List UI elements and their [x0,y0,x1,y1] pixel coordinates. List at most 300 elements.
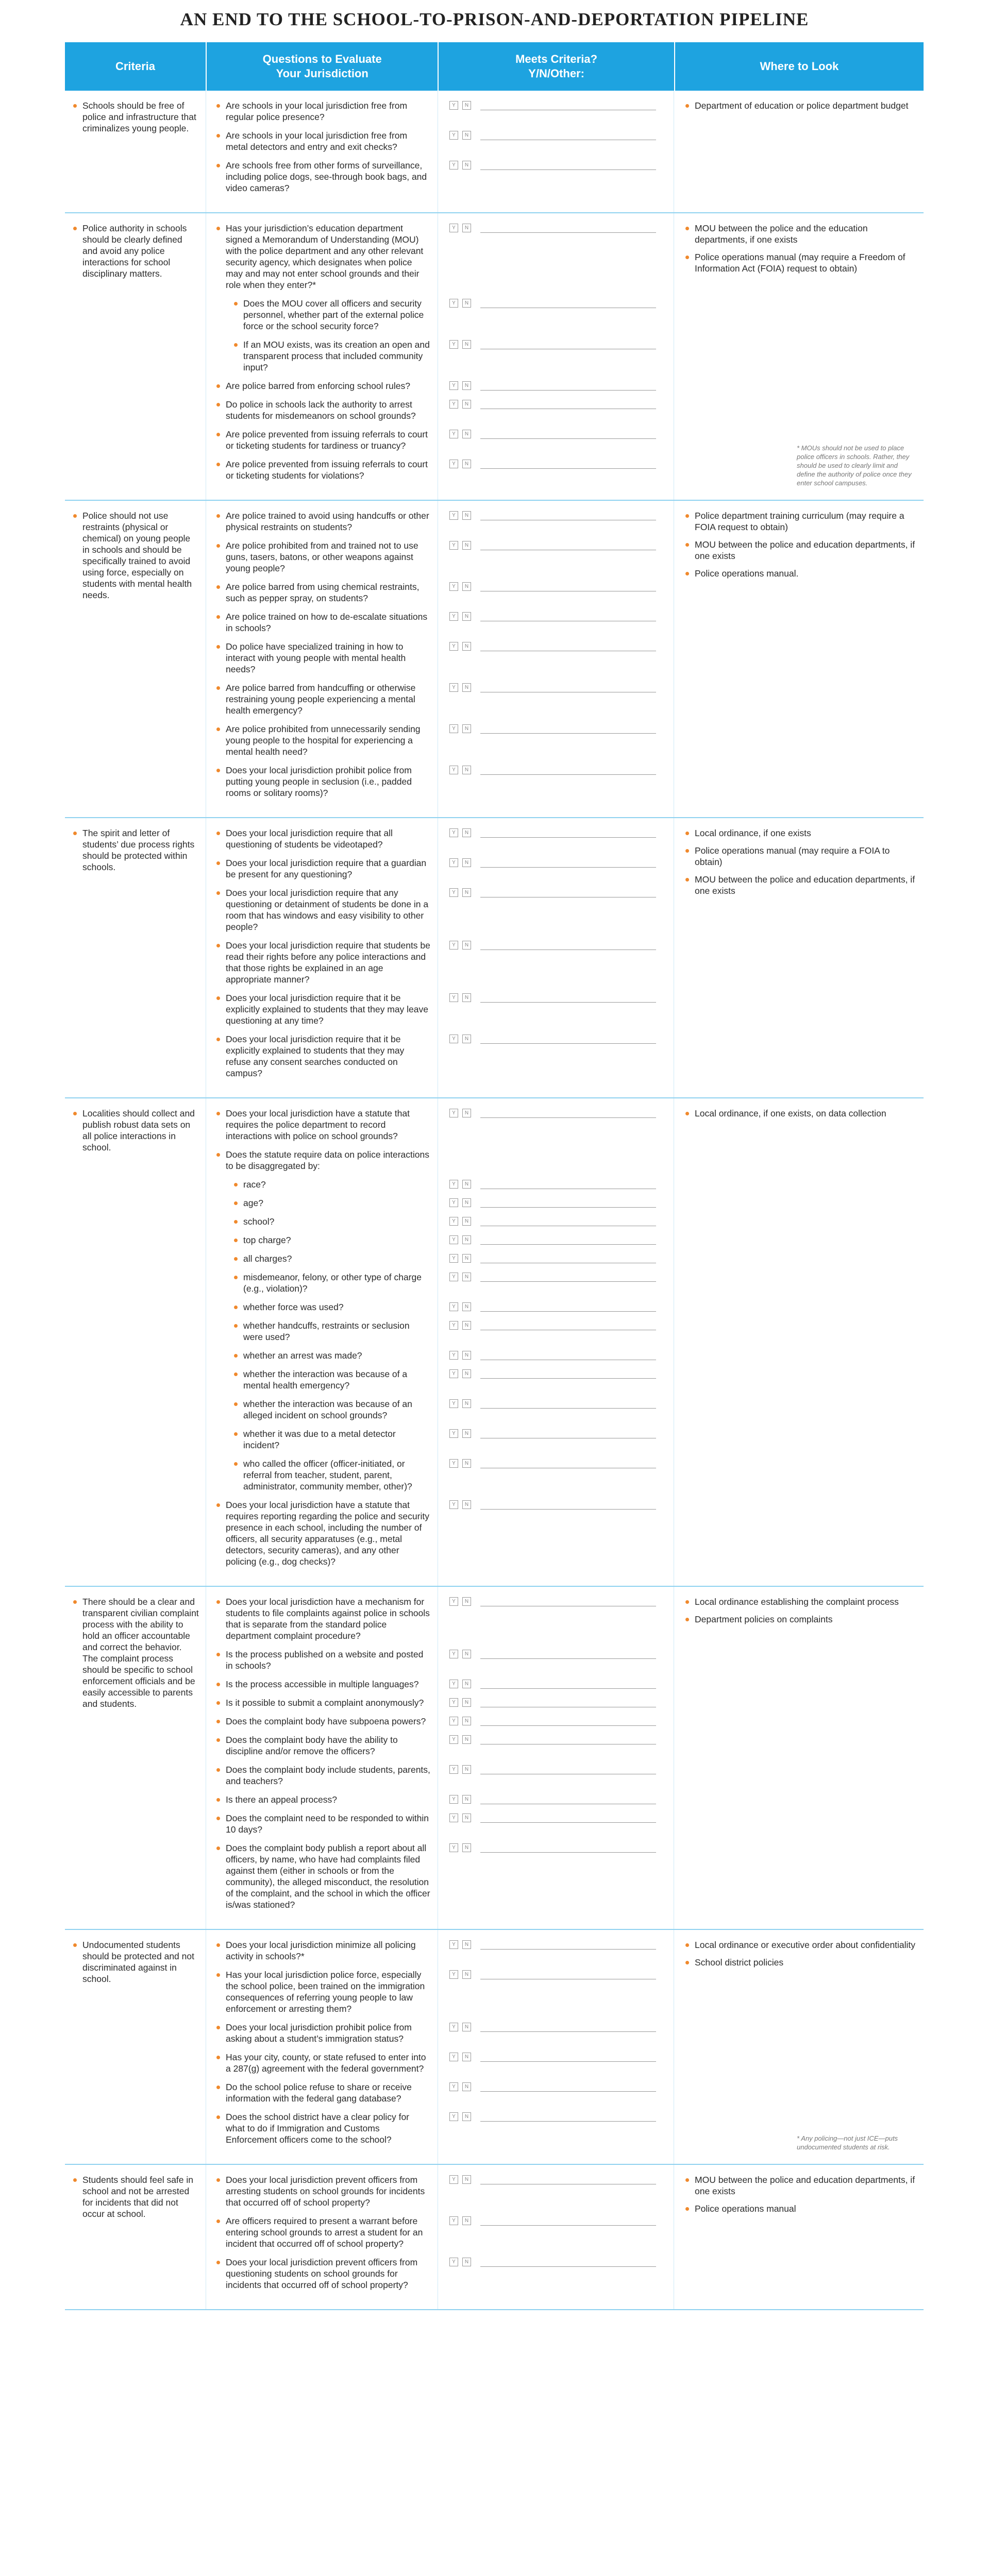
other-answer-field[interactable] [480,380,656,391]
answer-row [449,2081,666,2092]
answer-row [449,459,666,469]
yes-checkbox[interactable]: Y [449,1717,458,1725]
criteria-text: Schools should be free of police and infrastructure that criminalizes young people. [72,100,199,134]
no-checkbox[interactable]: N [462,1597,471,1606]
answer-row [449,1812,666,1823]
yes-checkbox[interactable]: Y [449,888,458,897]
no-checkbox[interactable]: N [462,541,471,550]
other-answer-field[interactable] [480,160,656,170]
yes-checkbox[interactable]: Y [449,1273,458,1281]
other-answer-field[interactable] [480,1458,656,1468]
no-checkbox[interactable]: N [462,766,471,774]
question-item: whether the interaction was because of a mental health emergency? [233,1368,430,1391]
answer-row [449,1842,666,1853]
no-checkbox[interactable]: N [462,1273,471,1281]
no-checkbox[interactable]: N [462,2053,471,2061]
question-item: Does your local jurisdiction require that a guardian be present for any questioning? [215,857,430,880]
no-checkbox[interactable]: N [462,1035,471,1043]
yes-checkbox[interactable]: Y [449,1035,458,1043]
question-item: top charge? [233,1234,430,1246]
answer-row [449,1108,666,1118]
question-item: misdemeanor, felony, or other type of charge (e.g., violation)? [233,1272,430,1294]
yes-checkbox[interactable]: Y [449,2216,458,2225]
section-row [65,501,924,818]
other-answer-field[interactable] [480,1033,656,1044]
yes-checkbox[interactable]: Y [449,2023,458,2031]
yes-checkbox[interactable]: Y [449,1680,458,1688]
other-answer-field[interactable] [480,399,656,409]
yes-checkbox[interactable]: Y [449,1198,458,1207]
question-item: Does your local jurisdiction require that it be explicitly explained to students that they may refuse any consent searches conducted on campus? [215,1033,430,1079]
yes-checkbox[interactable]: Y [449,1321,458,1330]
no-checkbox[interactable]: N [462,381,471,390]
other-answer-field[interactable] [480,611,656,621]
other-answer-field[interactable] [480,1272,656,1282]
header-criteria: Criteria [65,42,207,91]
no-checkbox[interactable]: N [462,1795,471,1804]
other-answer-field[interactable] [480,298,656,308]
no-checkbox[interactable]: N [462,1843,471,1852]
yes-checkbox[interactable]: Y [449,161,458,170]
yes-checkbox[interactable]: Y [449,1399,458,1408]
answer-row [449,1216,666,1226]
answer-row [449,223,666,233]
no-checkbox[interactable]: N [462,511,471,520]
yes-checkbox[interactable]: Y [449,1698,458,1707]
no-checkbox[interactable]: N [462,1254,471,1263]
answer-row [449,611,666,621]
no-checkbox[interactable]: N [462,2175,471,2184]
question-item: Are schools free from other forms of surveillance, including police dogs, see-through book bags, and video cameras? [215,160,430,194]
yes-checkbox[interactable]: Y [449,1235,458,1244]
other-answer-field[interactable] [480,1794,656,1804]
other-answer-field[interactable] [480,2215,656,2226]
answer-row [449,130,666,140]
no-checkbox[interactable]: N [462,828,471,837]
other-answer-field[interactable] [480,682,656,692]
other-answer-field[interactable] [480,1649,656,1659]
question-item: school? [233,1216,430,1227]
other-answer-field[interactable] [480,1216,656,1226]
criteria-cell [65,2165,206,2309]
answer-row [449,1764,666,1774]
yes-checkbox[interactable]: Y [449,1597,458,1606]
yes-checkbox[interactable]: Y [449,1814,458,1822]
no-checkbox[interactable]: N [462,1765,471,1774]
no-checkbox[interactable]: N [462,131,471,140]
no-checkbox[interactable]: N [462,1735,471,1744]
no-checkbox[interactable]: N [462,888,471,897]
other-answer-field[interactable] [480,641,656,651]
yes-checkbox[interactable]: Y [449,1351,458,1360]
other-answer-field[interactable] [480,1368,656,1379]
other-answer-field[interactable] [480,827,656,838]
where-to-look-item: Local ordinance, if one exists [684,827,916,839]
answer-row [449,581,666,591]
no-checkbox[interactable]: N [462,224,471,232]
other-answer-field[interactable] [480,1398,656,1409]
other-answer-field[interactable] [480,2174,656,2184]
criteria-text: There should be a clear and transparent civilian complaint process with the ability to hold an officer accountable and correct the behavior. The complaint process should be specific to school enforcement officials and be easily accessible to parents and students. [72,1596,199,1709]
no-checkbox[interactable]: N [462,101,471,110]
yes-checkbox[interactable]: Y [449,1500,458,1509]
no-checkbox[interactable]: N [462,460,471,468]
other-answer-field[interactable] [480,1969,656,1979]
no-checkbox[interactable]: N [462,1650,471,1658]
question-item: Does your local jurisdiction have a statute that requires reporting regarding the police and security presence in each school, including the number of officers, all security apparatuses (e.g., metal detectors, security cameras), and any other policing (e.g., dog checks)? [215,1499,430,1567]
no-checkbox[interactable]: N [462,1399,471,1408]
yes-checkbox[interactable]: Y [449,1254,458,1263]
yes-checkbox[interactable]: Y [449,224,458,232]
other-answer-field[interactable] [480,339,656,349]
answer-row [449,399,666,409]
question-item: Does your local jurisdiction prevent officers from arresting students on school grounds for incidents that occurred off of school property? [215,2174,430,2208]
answer-row [449,1679,666,1689]
no-checkbox[interactable]: N [462,1180,471,1189]
yes-checkbox[interactable]: Y [449,1735,458,1744]
yes-checkbox[interactable]: Y [449,1109,458,1117]
other-answer-field[interactable] [480,765,656,775]
no-checkbox[interactable]: N [462,1235,471,1244]
yes-checkbox[interactable]: Y [449,2258,458,2266]
answer-row [449,1033,666,1044]
criteria-cell [65,91,206,212]
where-to-look-item: MOU between the police and the education departments, if one exists [684,223,916,245]
where-to-look-cell [674,818,924,1097]
yes-checkbox[interactable]: Y [449,1795,458,1804]
yes-checkbox[interactable]: Y [449,299,458,308]
questions-cell [206,501,438,817]
other-answer-field[interactable] [480,429,656,439]
yes-checkbox[interactable]: Y [449,1369,458,1378]
meets-criteria-cell [438,501,674,817]
no-checkbox[interactable]: N [462,1369,471,1378]
answer-row [449,1368,666,1379]
yes-checkbox[interactable]: Y [449,1843,458,1852]
question-item: Are officers required to present a warrant before entering school grounds to arrest a student for an incident that occurred off of school property? [215,2215,430,2249]
question-item: Does the complaint body include students, parents, and teachers? [215,1764,430,1787]
where-to-look-cell [674,1098,924,1586]
yes-checkbox[interactable]: Y [449,460,458,468]
answer-row [449,1179,666,1189]
yes-checkbox[interactable]: Y [449,1180,458,1189]
yes-checkbox[interactable]: Y [449,1650,458,1658]
yes-checkbox[interactable]: Y [449,1459,458,1468]
no-checkbox[interactable]: N [462,161,471,170]
yes-checkbox[interactable]: Y [449,582,458,591]
question-item: Are police prevented from issuing referrals to court or ticketing students for violations? [215,459,430,481]
question-item: Are police prevented from issuing referrals to court or ticketing students for tardiness or truancy? [215,429,430,451]
yes-checkbox[interactable]: Y [449,400,458,409]
yes-checkbox[interactable]: Y [449,612,458,621]
no-checkbox[interactable]: N [462,340,471,349]
other-answer-field[interactable] [480,540,656,550]
yes-checkbox[interactable]: Y [449,381,458,390]
yes-checkbox[interactable]: Y [449,941,458,950]
questions-cell [206,1098,438,1586]
other-answer-field[interactable] [480,1812,656,1823]
answer-row [449,540,666,550]
other-answer-field[interactable] [480,1596,656,1606]
other-answer-field[interactable] [480,459,656,469]
question-item: Do police in schools lack the authority to arrest students for misdemeanors on school grounds? [215,399,430,421]
questions-cell [206,213,438,500]
no-checkbox[interactable]: N [462,642,471,651]
other-answer-field[interactable] [480,887,656,897]
answer-row [449,1458,666,1468]
answer-row [449,1398,666,1409]
other-answer-field[interactable] [480,1679,656,1689]
answer-row [449,2052,666,2062]
other-answer-field[interactable] [480,1234,656,1245]
no-checkbox[interactable]: N [462,683,471,692]
answer-row [449,1350,666,1360]
other-answer-field[interactable] [480,1108,656,1118]
other-answer-field[interactable] [480,1716,656,1726]
no-checkbox[interactable]: N [462,1500,471,1509]
question-item: Does the complaint need to be responded to within 10 days? [215,1812,430,1835]
yes-checkbox[interactable]: Y [449,101,458,110]
table-header [65,42,924,91]
yes-checkbox[interactable]: Y [449,2112,458,2121]
yes-checkbox[interactable]: Y [449,642,458,651]
yes-checkbox[interactable]: Y [449,724,458,733]
other-answer-field[interactable] [480,2022,656,2032]
question-item: all charges? [233,1253,430,1264]
criteria-text: Police authority in schools should be clearly defined and avoid any police interactions for school disciplinary matters. [72,223,199,279]
no-checkbox[interactable]: N [462,1680,471,1688]
other-answer-field[interactable] [480,1197,656,1208]
question-item: If an MOU exists, was its creation an open and transparent process that included community input? [233,339,430,373]
answer-row [449,2111,666,2122]
no-checkbox[interactable]: N [462,2216,471,2225]
no-checkbox[interactable]: N [462,1109,471,1117]
where-to-look-cell [674,1930,924,2164]
no-checkbox[interactable]: N [462,1302,471,1311]
yes-checkbox[interactable]: Y [449,511,458,520]
answer-row [449,339,666,349]
question-item: Are police prohibited from and trained not to use guns, tasers, batons, or other weapons against young people? [215,540,430,574]
other-answer-field[interactable] [480,2111,656,2122]
no-checkbox[interactable]: N [462,1717,471,1725]
criteria-cell [65,818,206,1097]
answer-row [449,100,666,110]
no-checkbox[interactable]: N [462,1198,471,1207]
answer-row [449,1734,666,1744]
no-checkbox[interactable]: N [462,1970,471,1979]
other-answer-field[interactable] [480,1764,656,1774]
other-answer-field[interactable] [480,2081,656,2092]
yes-checkbox[interactable]: Y [449,828,458,837]
other-answer-field[interactable] [480,723,656,734]
other-answer-field[interactable] [480,100,656,110]
question-item: Has your jurisdiction’s education department signed a Memorandum of Understanding (MOU) with the police department and any other relevant security agency, which designates when police may and may not enter school grounds and their role when they enter?* [215,223,430,291]
no-checkbox[interactable]: N [462,2258,471,2266]
yes-checkbox[interactable]: Y [449,541,458,550]
yes-checkbox[interactable]: Y [449,1970,458,1979]
other-answer-field[interactable] [480,1842,656,1853]
no-checkbox[interactable]: N [462,941,471,950]
question-item: whether the interaction was because of an alleged incident on school grounds? [233,1398,430,1421]
answer-row [449,887,666,897]
other-answer-field[interactable] [480,1320,656,1330]
criteria-cell [65,1587,206,1929]
no-checkbox[interactable]: N [462,582,471,591]
yes-checkbox[interactable]: Y [449,1940,458,1949]
no-checkbox[interactable]: N [462,2023,471,2031]
yes-checkbox[interactable]: Y [449,430,458,438]
yes-checkbox[interactable]: Y [449,2082,458,2091]
question-item: whether handcuffs, restraints or seclusion were used? [233,1320,430,1343]
other-answer-field[interactable] [480,1350,656,1360]
other-answer-field[interactable] [480,1499,656,1510]
question-item: Are police barred from enforcing school rules? [215,380,430,392]
other-answer-field[interactable] [480,1734,656,1744]
other-answer-field[interactable] [480,581,656,591]
answer-row [449,2257,666,2267]
yes-checkbox[interactable]: Y [449,683,458,692]
question-item: Are police trained to avoid using handcuffs or other physical restraints on students? [215,510,430,533]
answer-row [449,1969,666,1979]
answer-row [449,992,666,1003]
question-item: Is it possible to submit a complaint anonymously? [215,1697,430,1708]
where-to-look-cell [674,501,924,817]
answer-row [449,857,666,868]
no-checkbox[interactable]: N [462,1217,471,1226]
question-item: Are schools in your local jurisdiction free from metal detectors and entry and exit checks? [215,130,430,152]
criteria-cell [65,1930,206,2164]
where-to-look-cell [674,1587,924,1929]
answer-row [449,827,666,838]
criteria-cell [65,213,206,500]
questions-cell [206,1930,438,2164]
answer-row [449,1234,666,1245]
table-body [65,91,924,2310]
yes-checkbox[interactable]: Y [449,2175,458,2184]
answer-row [449,2215,666,2226]
question-item: Does the complaint body have subpoena powers? [215,1716,430,1727]
answer-row [449,1428,666,1438]
other-answer-field[interactable] [480,1301,656,1312]
no-checkbox[interactable]: N [462,1940,471,1949]
yes-checkbox[interactable]: Y [449,1302,458,1311]
no-checkbox[interactable]: N [462,1351,471,1360]
footnote: * Any policing—not just ICE—puts undocumented students at risk. [797,2134,898,2151]
no-checkbox[interactable]: N [462,1429,471,1438]
question-item: Does the statute require data on police interactions to be disaggregated by: [215,1149,430,1172]
yes-checkbox[interactable]: Y [449,2053,458,2061]
answer-row [449,1197,666,1208]
no-checkbox[interactable]: N [462,612,471,621]
no-checkbox[interactable]: N [462,430,471,438]
no-checkbox[interactable]: N [462,858,471,867]
question-item: Has your local jurisdiction police force, especially the school police, been trained on the immigration consequences of referring young people to law enforcement or arresting them? [215,1969,430,2014]
no-checkbox[interactable]: N [462,993,471,1002]
header-meets: Meets Criteria? Y/N/Other: [439,42,675,91]
no-checkbox[interactable]: N [462,2082,471,2091]
other-answer-field[interactable] [480,992,656,1003]
answer-row [449,1596,666,1606]
yes-checkbox[interactable]: Y [449,1765,458,1774]
answer-row [449,380,666,391]
answer-row [449,2174,666,2184]
meets-criteria-cell [438,1098,674,1586]
other-answer-field[interactable] [480,1428,656,1438]
meets-criteria-cell [438,2165,674,2309]
other-answer-field[interactable] [480,2257,656,2267]
answer-row [449,1253,666,1263]
question-item: Is the process accessible in multiple languages? [215,1679,430,1690]
meets-criteria-cell [438,1930,674,2164]
other-answer-field[interactable] [480,940,656,950]
questions-cell [206,818,438,1097]
no-checkbox[interactable]: N [462,724,471,733]
other-answer-field[interactable] [480,1253,656,1263]
criteria-text: Police should not use restraints (physical or chemical) on young people in schools and should be specifically trained to avoid using force, especially on students with mental health needs. [72,510,199,601]
question-item: whether it was due to a metal detector incident? [233,1428,430,1451]
yes-checkbox[interactable]: Y [449,993,458,1002]
no-checkbox[interactable]: N [462,1814,471,1822]
other-answer-field[interactable] [480,2052,656,2062]
section-row [65,2165,924,2310]
question-item: whether force was used? [233,1301,430,1313]
answer-row [449,160,666,170]
no-checkbox[interactable]: N [462,2112,471,2121]
other-answer-field[interactable] [480,1179,656,1189]
yes-checkbox[interactable]: Y [449,766,458,774]
questions-cell [206,91,438,212]
other-answer-field[interactable] [480,1939,656,1950]
other-answer-field[interactable] [480,510,656,520]
other-answer-field[interactable] [480,130,656,140]
where-to-look-item: MOU between the police and education departments, if one exists [684,539,916,562]
question-item: race? [233,1179,430,1190]
answer-row [449,641,666,651]
other-answer-field[interactable] [480,857,656,868]
yes-checkbox[interactable]: Y [449,1429,458,1438]
no-checkbox[interactable]: N [462,1321,471,1330]
question-item: Does the complaint body publish a report about all officers, by name, who have had complaints filed against them (either in schools or from the community), the alleged misconduct, the resolution of the complaint, and the school in which the officer is/was stationed? [215,1842,430,1910]
yes-checkbox[interactable]: Y [449,131,458,140]
header-where: Where to Look [760,60,839,73]
yes-checkbox[interactable]: Y [449,1217,458,1226]
no-checkbox[interactable]: N [462,1459,471,1468]
no-checkbox[interactable]: N [462,1698,471,1707]
answer-row [449,2022,666,2032]
answer-row [449,1499,666,1510]
section-row [65,1930,924,2165]
question-item: Do police have specialized training in how to interact with young people with mental health needs? [215,641,430,675]
answer-row [449,1320,666,1330]
question-item: Are police barred from using chemical restraints, such as pepper spray, on students? [215,581,430,604]
yes-checkbox[interactable]: Y [449,858,458,867]
where-to-look-item: Police department training curriculum (may require a FOIA request to obtain) [684,510,916,533]
criteria-cell [65,501,206,817]
no-checkbox[interactable]: N [462,400,471,409]
answer-row [449,1697,666,1707]
question-item: Are police trained on how to de-escalate situations in schools? [215,611,430,634]
question-item: Does the school district have a clear policy for what to do if Immigration and Customs Enforcement officers come to the school? [215,2111,430,2145]
other-answer-field[interactable] [480,1697,656,1707]
where-to-look-item: MOU between the police and education departments, if one exists [684,874,916,896]
yes-checkbox[interactable]: Y [449,340,458,349]
section-row [65,91,924,213]
section-row [65,1587,924,1930]
other-answer-field[interactable] [480,223,656,233]
answer-row [449,723,666,734]
answer-row [449,510,666,520]
no-checkbox[interactable]: N [462,299,471,308]
